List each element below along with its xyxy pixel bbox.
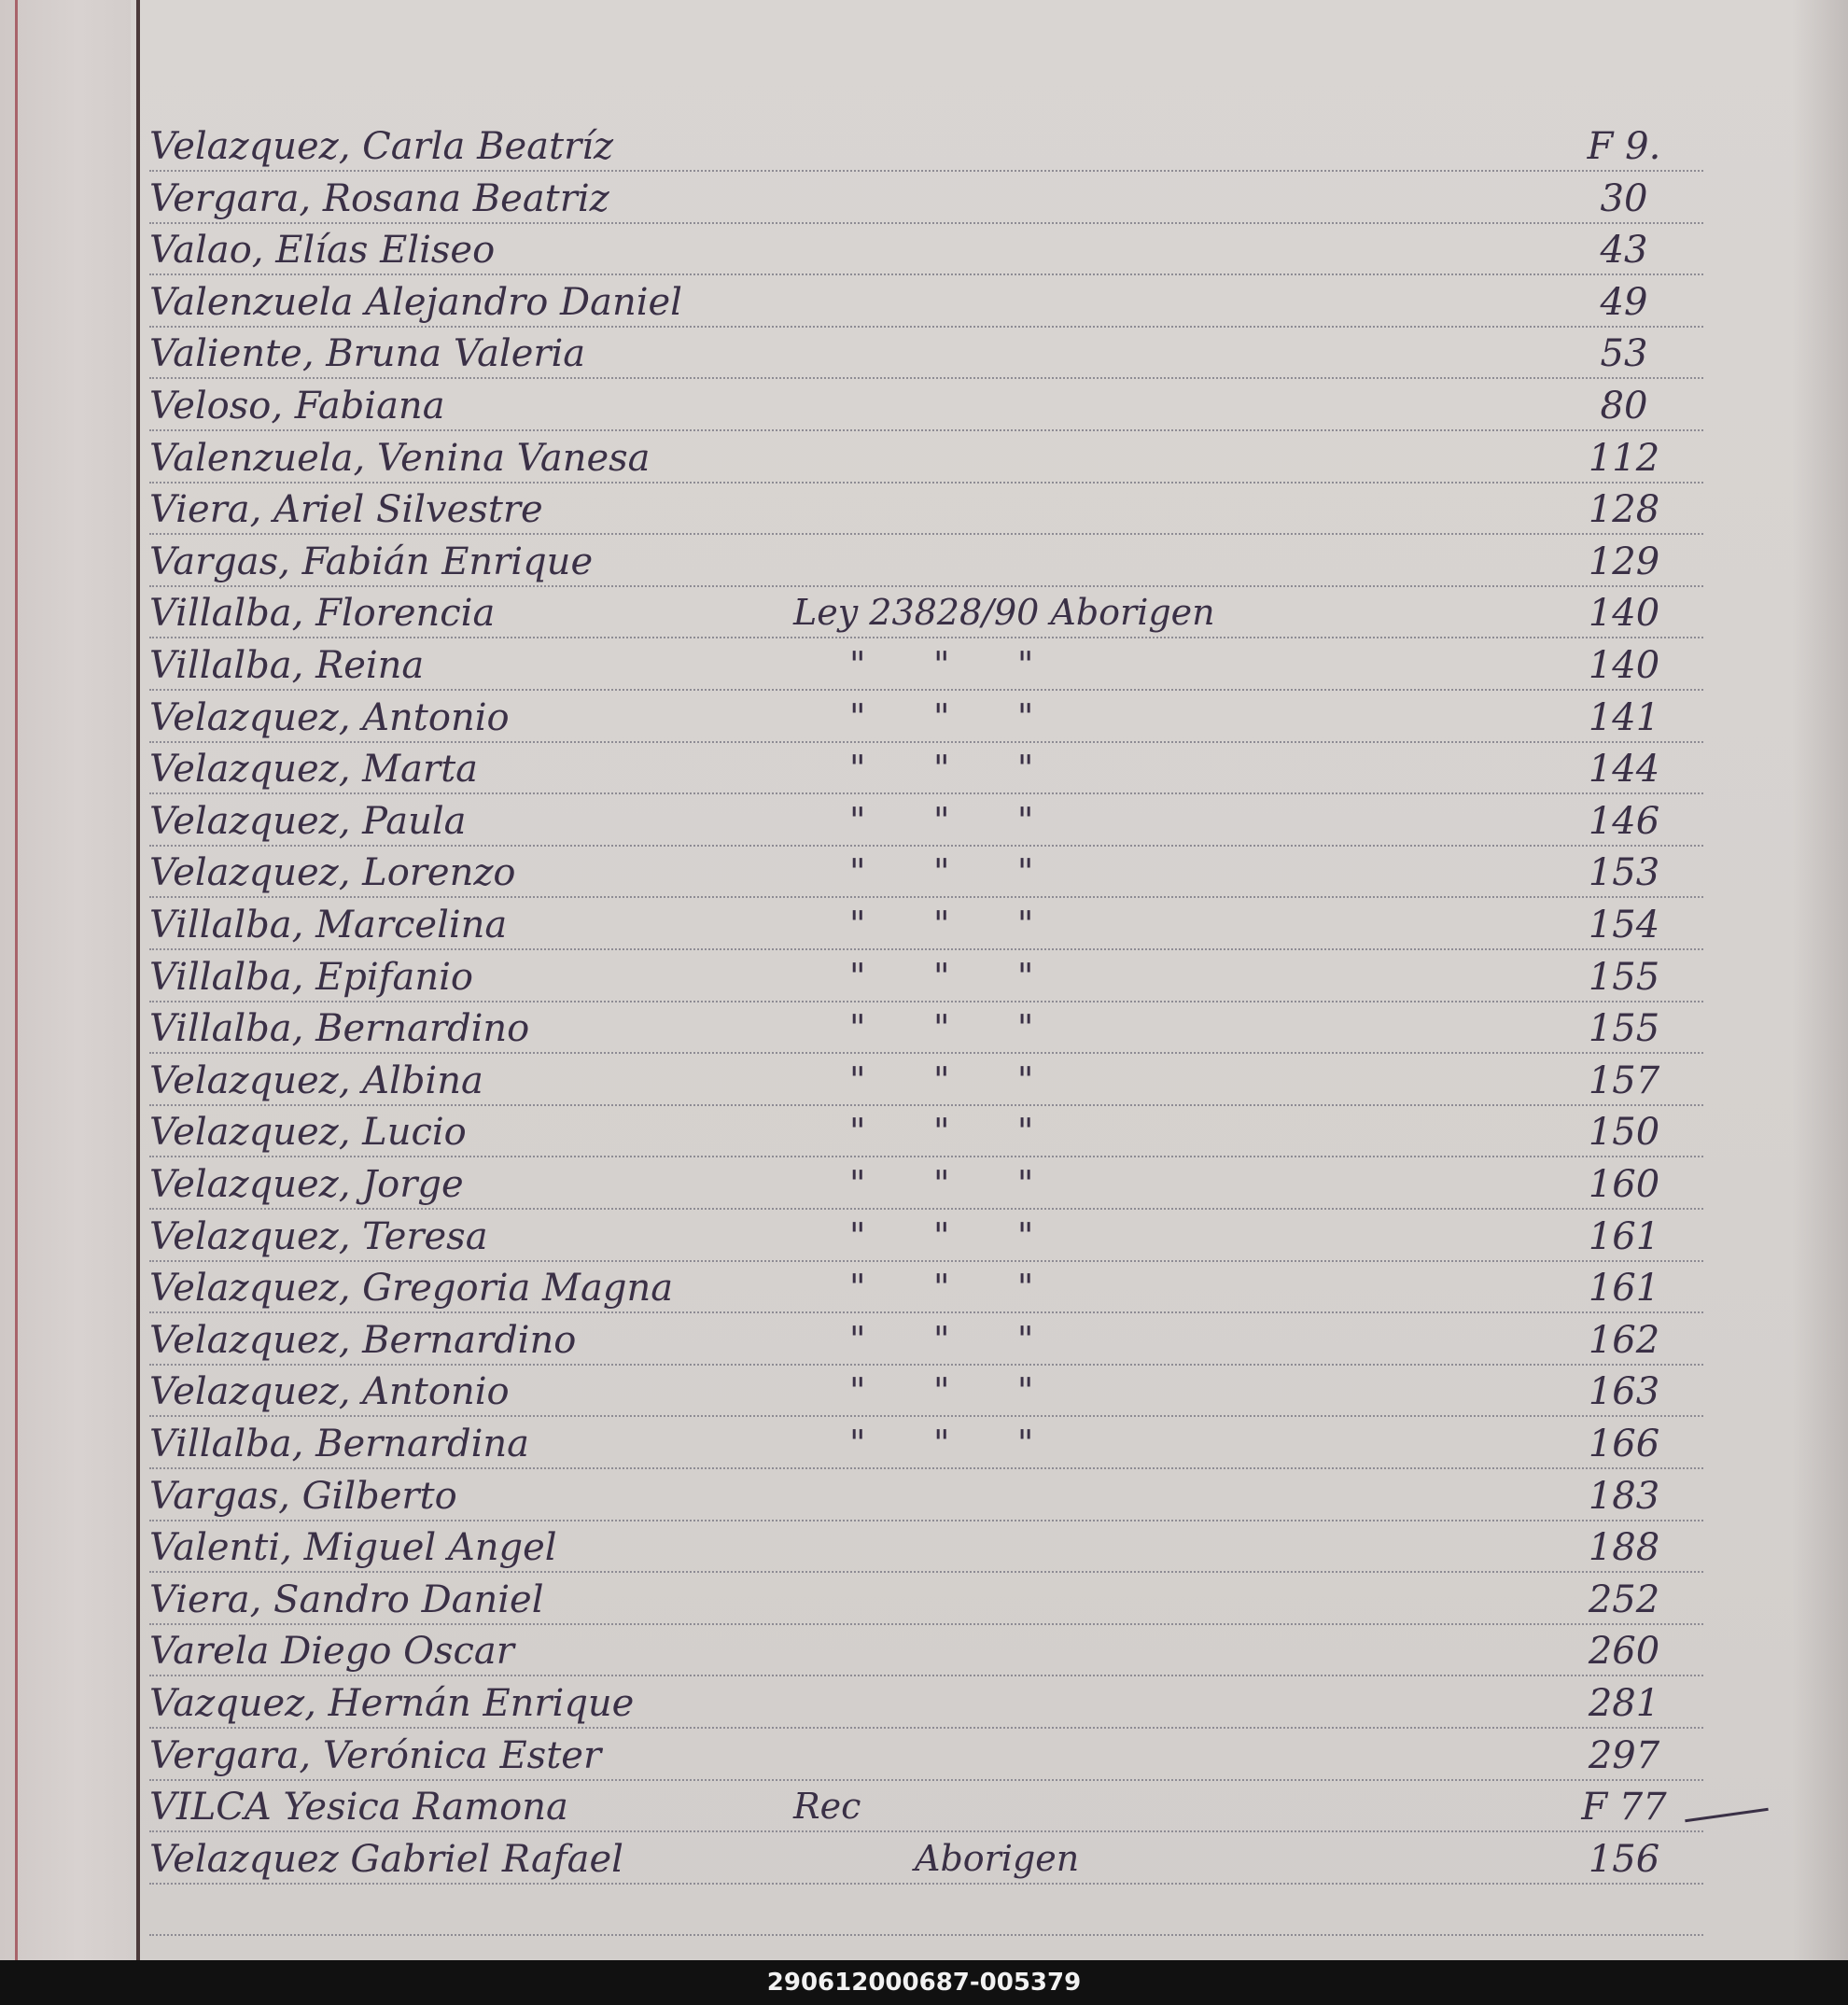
index-entry	[149, 1467, 1699, 1520]
index-entry	[149, 1675, 1699, 1727]
index-entry	[149, 481, 1699, 533]
entry-name: Valiente, Bruna Valeria	[149, 332, 586, 376]
entry-name: Velazquez, Paula	[149, 799, 467, 843]
entry-folio: 281	[1588, 1682, 1660, 1725]
entry-note: " " "	[849, 1059, 1034, 1101]
index-entry	[149, 377, 1699, 429]
entry-folio: 155	[1588, 1007, 1660, 1051]
entry-folio: 161	[1588, 1267, 1660, 1311]
entry-name: Velazquez, Albina	[149, 1059, 483, 1102]
entry-name: Velazquez Gabriel Rafael	[149, 1837, 623, 1881]
entry-folio: F 77	[1581, 1786, 1667, 1830]
index-entry	[149, 1052, 1699, 1104]
index-entry	[149, 896, 1699, 948]
entry-folio: 154	[1588, 904, 1660, 946]
entry-name: Villalba, Epifanio	[149, 955, 473, 999]
margin-line-red	[15, 0, 18, 1960]
entry-folio: 155	[1588, 955, 1660, 999]
entry-folio: 156	[1588, 1837, 1660, 1881]
index-entry	[149, 1778, 1699, 1830]
index-entry	[149, 221, 1699, 273]
entry-note: " " "	[849, 1111, 1034, 1153]
entry-name: Valenzuela, Venina Vanesa	[149, 436, 651, 480]
margin-line-dark	[136, 0, 140, 1960]
entry-name: Velazquez, Jorge	[149, 1163, 464, 1206]
entry-name: Valao, Elías Eliseo	[149, 229, 496, 273]
entry-folio: 144	[1588, 748, 1660, 792]
entry-note: " " "	[849, 695, 1034, 737]
entry-note: " " "	[849, 851, 1034, 893]
entry-folio: 49	[1600, 280, 1648, 324]
entry-folio: 166	[1588, 1423, 1660, 1465]
index-entry	[149, 1571, 1699, 1623]
entry-note: " " "	[849, 748, 1034, 790]
entry-name: Varela Diego Oscar	[149, 1630, 514, 1674]
entry-note: " " "	[849, 1267, 1034, 1309]
entry-folio: 252	[1588, 1577, 1660, 1621]
entry-name: Velazquez, Bernardino	[149, 1318, 577, 1362]
entry-name: Vargas, Gilberto	[149, 1474, 457, 1518]
index-entry	[149, 1156, 1699, 1208]
entry-folio: 140	[1588, 644, 1660, 687]
index-entry	[149, 1208, 1699, 1260]
ruled-line	[149, 1934, 1703, 1936]
entry-folio: F 9.	[1587, 125, 1661, 168]
index-entry	[149, 792, 1699, 845]
entry-name: Vargas, Fabián Enrique	[149, 540, 594, 583]
entry-name: Velazquez, Carla Beatríz	[149, 125, 614, 168]
entry-note: Ley 23828/90 Aborigen	[793, 592, 1215, 634]
index-entry	[149, 1000, 1699, 1052]
entry-folio: 157	[1588, 1059, 1660, 1102]
entry-folio: 146	[1588, 799, 1660, 843]
entry-note: " " "	[849, 1007, 1034, 1049]
index-entry	[149, 584, 1699, 637]
entry-name: Velazquez, Antonio	[149, 1370, 510, 1414]
page-binding	[0, 0, 131, 1960]
index-entry	[149, 1830, 1699, 1883]
entry-folio: 162	[1588, 1318, 1660, 1362]
index-entry	[149, 1622, 1699, 1675]
index-entry	[149, 1415, 1699, 1467]
entry-name: Villalba, Bernardino	[149, 1007, 530, 1051]
entry-folio: 112	[1588, 436, 1660, 480]
index-entry	[149, 273, 1699, 326]
index-entry	[149, 637, 1699, 689]
entry-folio: 30	[1600, 176, 1648, 220]
entry-name: Velazquez, Gregoria Magna	[149, 1267, 674, 1311]
entry-note: " " "	[849, 1370, 1034, 1412]
entry-folio: 141	[1588, 695, 1660, 739]
entry-note: " " "	[849, 1214, 1034, 1256]
index-entry	[149, 1259, 1699, 1311]
entry-name: Viera, Sandro Daniel	[149, 1577, 544, 1621]
entry-folio: 129	[1588, 540, 1660, 583]
entry-folio: 128	[1588, 488, 1660, 532]
entry-note: " " "	[849, 1163, 1034, 1204]
entry-name: Villalba, Florencia	[149, 592, 496, 636]
entry-name: Velazquez, Antonio	[149, 695, 510, 739]
entry-folio: 161	[1588, 1214, 1660, 1258]
index-entry	[149, 1103, 1699, 1156]
entry-note: " " "	[849, 955, 1034, 997]
index-entry	[149, 844, 1699, 896]
index-entry	[149, 740, 1699, 792]
index-entry	[149, 948, 1699, 1001]
entry-folio: 297	[1588, 1733, 1660, 1777]
entry-folio: 80	[1600, 385, 1648, 428]
index-entry	[149, 325, 1699, 377]
entry-name: Villalba, Reina	[149, 644, 425, 687]
entry-note: " " "	[849, 799, 1034, 841]
index-entry	[149, 170, 1699, 222]
entry-name: Velazquez, Lucio	[149, 1111, 467, 1155]
entry-name: Vergara, Verónica Ester	[149, 1733, 602, 1777]
entry-folio: 150	[1588, 1111, 1660, 1155]
entry-folio: 153	[1588, 851, 1660, 895]
index-entry	[149, 1519, 1699, 1571]
entry-folio: 140	[1588, 592, 1660, 636]
entry-folio: 53	[1600, 332, 1648, 376]
index-entry	[149, 1727, 1699, 1779]
entry-name: Vazquez, Hernán Enrique	[149, 1682, 635, 1725]
entry-folio: 188	[1588, 1526, 1660, 1570]
index-entry	[149, 118, 1699, 170]
index-entry	[149, 1363, 1699, 1415]
index-entry	[149, 429, 1699, 482]
entry-folio: 163	[1588, 1370, 1660, 1414]
entry-name: Valenti, Miguel Angel	[149, 1526, 557, 1570]
entry-name: Villalba, Bernardina	[149, 1423, 530, 1465]
entry-name: Vergara, Rosana Beatriz	[149, 176, 609, 220]
entry-name: Villalba, Marcelina	[149, 904, 508, 946]
entry-note: " " "	[849, 644, 1034, 685]
entry-folio: 183	[1588, 1474, 1660, 1518]
index-entry	[149, 1311, 1699, 1364]
index-entry	[149, 533, 1699, 585]
entry-name: Velazquez, Teresa	[149, 1214, 488, 1258]
entry-folio: 260	[1588, 1630, 1660, 1674]
entry-note: " " "	[849, 1318, 1034, 1360]
entry-name: Valenzuela Alejandro Daniel	[149, 280, 682, 324]
entry-note: Aborigen	[915, 1837, 1080, 1879]
index-entry	[149, 689, 1699, 741]
entry-name: Velazquez, Lorenzo	[149, 851, 516, 895]
entry-name: Veloso, Fabiana	[149, 385, 445, 428]
page-edge-shadow	[1792, 0, 1848, 1960]
entry-name: Velazquez, Marta	[149, 748, 478, 792]
entry-note: " " "	[849, 904, 1034, 945]
ruled-line	[149, 1883, 1703, 1885]
entry-name: Viera, Ariel Silvestre	[149, 488, 543, 532]
entry-folio: 160	[1588, 1163, 1660, 1206]
entry-name: VILCA Yesica Ramona	[149, 1786, 568, 1830]
entry-note: Rec	[793, 1786, 861, 1828]
document-id-footer: 290612000687-005379	[0, 1960, 1848, 2005]
entry-note: " " "	[849, 1423, 1034, 1464]
entry-folio: 43	[1600, 229, 1648, 273]
